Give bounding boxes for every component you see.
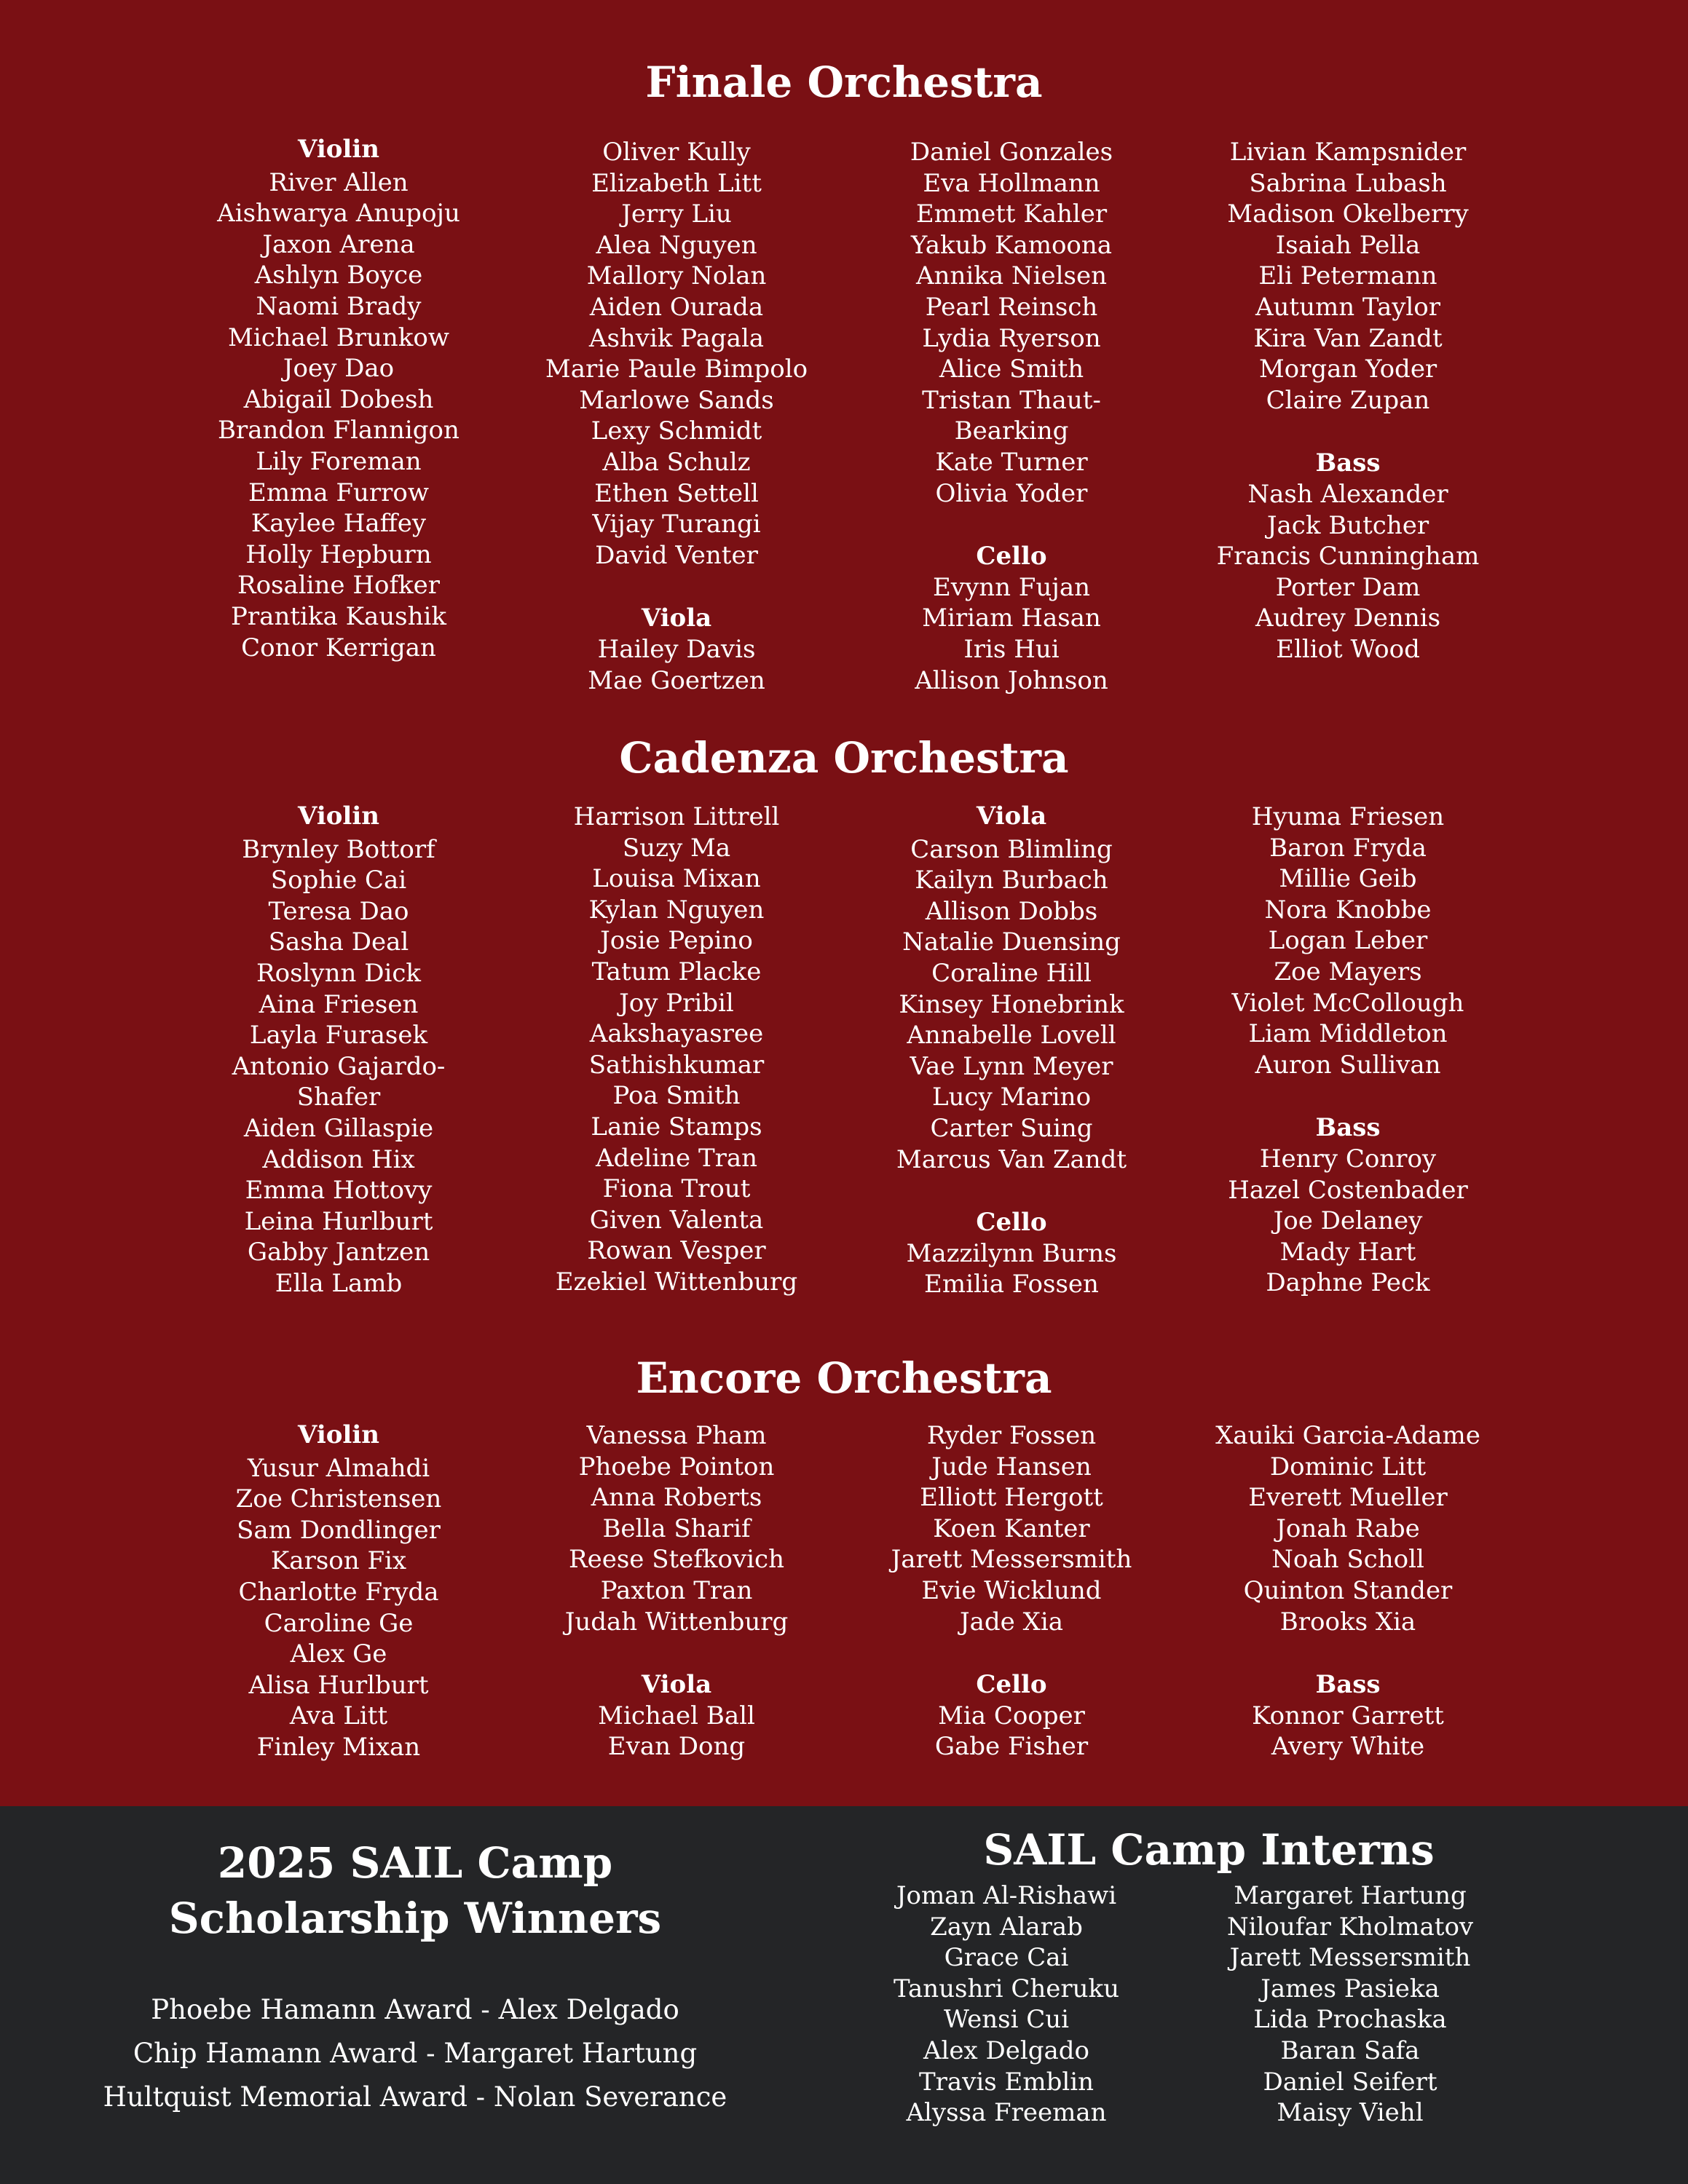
person-name: Zayn Alarab (930, 1912, 1083, 1942)
person-name: Zoe Mayers (1274, 957, 1422, 986)
person-name: Jaxon Arena (262, 229, 415, 259)
person-name: Marie Paule Bimpolo (545, 355, 808, 384)
person-name: Josie Pepino (600, 926, 753, 956)
person-name: Suzy Ma (622, 833, 731, 863)
person-name: Rowan Vesper (587, 1236, 766, 1266)
person-name: Lily Foreman (256, 446, 422, 476)
person-name: Rosaline Hofker (237, 571, 441, 601)
person-name: Marcus Van Zandt (896, 1144, 1127, 1174)
person-name: Hyuma Friesen (1251, 802, 1445, 831)
person-name: Konnor Garrett (1252, 1701, 1444, 1730)
section-heading: Cello (976, 1670, 1047, 1700)
person-name: Mae Goertzen (588, 665, 765, 695)
person-name: Joey Dao (283, 354, 395, 384)
person-name: Fiona Trout (602, 1174, 751, 1204)
encore-col-4 (1191, 1420, 1504, 1762)
person-name: Mady Hart (1279, 1237, 1416, 1267)
person-name: River Allen (269, 167, 409, 197)
finale-orchestra-title: Finale Orchestra (645, 58, 1043, 107)
person-name: Brandon Flannigon (218, 416, 460, 446)
person-name: Baron Fryda (1269, 833, 1427, 863)
person-name: Layla Furasek (249, 1021, 428, 1051)
encore-col-2 (520, 1420, 833, 1762)
finale-col-4 (1191, 137, 1504, 665)
person-name: Jude Hansen (931, 1452, 1092, 1481)
person-name: Daniel Gonzales (910, 138, 1113, 167)
person-name: Teresa Dao (268, 896, 409, 926)
person-name: Emma Hottovy (245, 1176, 433, 1206)
person-name: Aina Friesen (259, 989, 419, 1019)
person-name: Aiden Ourada (589, 292, 764, 322)
person-name: Vanessa Pham (586, 1421, 767, 1450)
section-heading: Cello (976, 1208, 1047, 1238)
person-name: Conor Kerrigan (241, 633, 436, 662)
person-name: Brynley Bottorf (242, 834, 435, 864)
person-name: Jarett Messersmith (891, 1545, 1132, 1575)
person-name: Violet McCollough (1231, 988, 1464, 1018)
encore-orchestra-title: Encore Orchestra (636, 1353, 1052, 1403)
person-name: Pearl Reinsch (925, 292, 1098, 322)
person-name: Michael Ball (598, 1701, 755, 1730)
person-name: Livian Kampsnider (1229, 138, 1467, 167)
person-name: Aiden Gillaspie (243, 1113, 434, 1143)
person-name: Yakub Kamoona (910, 230, 1113, 260)
person-name: James Pasieka (1261, 1974, 1440, 2003)
person-name: Sam Dondlinger (237, 1515, 441, 1545)
person-name: Niloufar Kholmatov (1226, 1912, 1474, 1942)
person-name: Lucy Marino (931, 1083, 1092, 1112)
person-name: Hazel Costenbader (1228, 1175, 1468, 1205)
person-name: Finley Mixan (256, 1732, 421, 1762)
person-name: Tatum Placke (591, 957, 762, 986)
person-name: Joman Al-Rishawi (896, 1881, 1117, 1910)
person-name: Miriam Hasan (922, 604, 1101, 633)
person-name: Wensi Cui (943, 2005, 1070, 2035)
section-heading: Violin (298, 1420, 379, 1449)
award-item: Chip Hamann Award - Margaret Hartung (133, 2038, 698, 2069)
person-name: Maisy Viehl (1277, 2098, 1424, 2128)
person-name: Alea Nguyen (596, 230, 757, 260)
person-name: Isaiah Pella (1275, 230, 1421, 260)
person-name: Madison Okelberry (1227, 199, 1469, 229)
award-item: Phoebe Hamann Award - Alex Delgado (151, 1994, 679, 2025)
person-name: Henry Conroy (1259, 1144, 1437, 1174)
person-name: Emmett Kahler (915, 199, 1108, 229)
person-name: Morgan Yoder (1258, 355, 1437, 384)
person-name: Hailey Davis (597, 634, 756, 664)
person-name: Lydia Ryerson (922, 323, 1101, 353)
person-name: Noah Scholl (1271, 1545, 1424, 1575)
person-name: Elliot Wood (1276, 634, 1420, 664)
person-name: Ashlyn Boyce (254, 261, 423, 290)
award-item: Hultquist Memorial Award - Nolan Severance (103, 2081, 727, 2113)
person-name: Addison Hix (262, 1144, 415, 1174)
cadenza-orchestra-title: Cadenza Orchestra (619, 733, 1069, 783)
person-name: Sabrina Lubash (1249, 168, 1447, 198)
person-name: Natalie Duensing (902, 927, 1121, 957)
person-name: Alex Delgado (923, 2035, 1090, 2065)
person-name: Audrey Dennis (1255, 604, 1441, 633)
encore-col-3 (855, 1420, 1168, 1762)
person-name: Jack Butcher (1266, 510, 1429, 540)
person-name: Vijay Turangi (592, 510, 761, 539)
person-name: Gabby Jantzen (247, 1238, 430, 1267)
person-name: Avery White (1271, 1732, 1425, 1762)
scholarship-award-list (29, 1988, 801, 2119)
person-name: Autumn Taylor (1255, 292, 1441, 322)
person-name: Eva Hollmann (923, 168, 1100, 198)
person-name: Koen Kanter (933, 1514, 1090, 1543)
person-name: Alyssa Freeman (906, 2098, 1107, 2128)
person-name: Elizabeth Litt (591, 168, 762, 198)
person-name: Tristan Thaut- (922, 385, 1101, 415)
person-name: Emilia Fossen (924, 1270, 1099, 1299)
person-name: Prantika Kaushik (231, 601, 446, 631)
person-name: Mazzilynn Burns (906, 1238, 1117, 1268)
person-name: Roslynn Dick (256, 958, 421, 988)
person-name: Elliott Hergott (920, 1483, 1103, 1513)
person-name: Kylan Nguyen (588, 895, 765, 925)
person-name: Sophie Cai (270, 866, 407, 895)
person-name: Shafer (296, 1083, 381, 1112)
person-name: Alisa Hurlburt (248, 1670, 429, 1700)
person-name: Allison Dobbs (925, 896, 1098, 926)
person-name: Mia Cooper (938, 1701, 1085, 1730)
person-name: Caroline Ge (264, 1608, 414, 1638)
person-name: Carter Suing (930, 1113, 1093, 1143)
person-name: Bella Sharif (602, 1514, 751, 1543)
person-name: Holly Hepburn (245, 539, 432, 569)
finale-col-3 (855, 137, 1168, 696)
person-name: Dominic Litt (1269, 1452, 1427, 1481)
person-name: Francis Cunningham (1216, 542, 1480, 571)
scholarship-title (29, 1835, 801, 1946)
person-name: Karson Fix (270, 1546, 407, 1576)
person-name: Oliver Kully (602, 138, 751, 167)
person-name: Antonio Gajardo- (232, 1051, 446, 1081)
person-name: Ethen Settell (594, 478, 759, 508)
person-name: Joy Pribil (619, 988, 734, 1018)
person-name: Nora Knobbe (1264, 895, 1432, 925)
person-name: Leina Hurlburt (244, 1206, 433, 1236)
person-name: Kira Van Zandt (1253, 323, 1443, 353)
person-name: Millie Geib (1279, 864, 1417, 894)
person-name: Aakshayasree (589, 1019, 764, 1049)
person-name: Eli Petermann (1258, 261, 1437, 291)
interns-col-1 (817, 1880, 1196, 2129)
person-name: Evynn Fujan (932, 572, 1091, 602)
section-heading: Violin (298, 135, 379, 164)
person-name: Kinsey Honebrink (899, 989, 1124, 1019)
person-name: Margaret Hartung (1234, 1881, 1467, 1910)
person-name: Kaylee Haffey (251, 509, 427, 539)
person-name: Joe Delaney (1273, 1206, 1423, 1236)
scholarship-title-line-2: Scholarship Winners (168, 1894, 662, 1943)
person-name: Annika Nielsen (916, 261, 1107, 291)
person-name: Adeline Tran (595, 1143, 758, 1173)
person-name: Sathishkumar (588, 1050, 765, 1080)
person-name: Travis Emblin (918, 2067, 1094, 2097)
section-heading: Violin (298, 802, 379, 831)
finale-col-2 (520, 137, 833, 696)
person-name: Evie Wicklund (921, 1575, 1102, 1605)
section-heading: Cello (976, 542, 1047, 571)
section-heading: Bass (1315, 1670, 1381, 1700)
person-name: Iris Hui (963, 634, 1060, 664)
person-name: Abigail Dobesh (243, 384, 434, 414)
person-name: Reese Stefkovich (569, 1545, 784, 1575)
person-name: Michael Brunkow (228, 323, 449, 352)
cadenza-col-1 (182, 801, 495, 1299)
person-name: Bearking (954, 416, 1069, 446)
person-name: Vae Lynn Meyer (910, 1051, 1113, 1081)
person-name: Tanushri Cheruku (893, 1974, 1120, 2003)
person-name: Aishwarya Anupoju (217, 199, 460, 229)
cadenza-col-2 (520, 802, 833, 1298)
person-name: Nash Alexander (1247, 479, 1448, 509)
person-name: Phoebe Pointon (578, 1452, 775, 1481)
interns-col-2 (1161, 1880, 1539, 2129)
person-name: Paxton Tran (600, 1575, 753, 1605)
person-name: Evan Dong (607, 1732, 746, 1762)
person-name: Logan Leber (1268, 926, 1428, 956)
section-heading: Viola (641, 604, 712, 633)
person-name: Daphne Peck (1266, 1268, 1430, 1298)
person-name: Lanie Stamps (591, 1112, 762, 1142)
person-name: Harrison Littrell (573, 802, 780, 831)
person-name: Baran Safa (1280, 2035, 1420, 2065)
person-name: Ezekiel Wittenburg (555, 1267, 798, 1297)
person-name: Lexy Schmidt (591, 416, 762, 446)
person-name: Alex Ge (290, 1639, 387, 1669)
person-name: Lida Prochaska (1253, 2005, 1447, 2035)
person-name: Louisa Mixan (592, 864, 761, 894)
person-name: Charlotte Fryda (238, 1577, 439, 1607)
finale-col-1 (182, 134, 495, 663)
person-name: Kate Turner (935, 447, 1088, 477)
person-name: Alba Schulz (602, 447, 751, 477)
person-name: Emma Furrow (248, 478, 429, 507)
person-name: Liam Middleton (1248, 1019, 1448, 1049)
person-name: Everett Mueller (1248, 1483, 1448, 1513)
person-name: Coraline Hill (931, 958, 1092, 988)
person-name: Yusur Almahdi (247, 1453, 430, 1483)
person-name: Claire Zupan (1266, 385, 1430, 415)
person-name: Daniel Seifert (1263, 2067, 1437, 2097)
person-name: Mallory Nolan (586, 261, 767, 291)
section-heading: Bass (1315, 448, 1381, 478)
section-heading: Viola (976, 802, 1047, 831)
cadenza-col-4 (1191, 802, 1504, 1299)
person-name: Jonah Rabe (1276, 1514, 1420, 1543)
person-name: Poa Smith (612, 1081, 741, 1111)
person-name: Quinton Stander (1243, 1575, 1453, 1605)
person-name: Auron Sullivan (1255, 1050, 1441, 1080)
person-name: Zoe Christensen (235, 1484, 442, 1514)
person-name: Marlowe Sands (579, 385, 774, 415)
person-name: Porter Dam (1275, 572, 1421, 602)
person-name: Given Valenta (589, 1205, 764, 1235)
scholarship-title-line-1: 2025 SAIL Camp (217, 1838, 613, 1888)
person-name: Naomi Brady (256, 291, 422, 321)
person-name: Carson Blimling (910, 834, 1113, 864)
person-name: Grace Cai (944, 1943, 1069, 1973)
person-name: Allison Johnson (915, 665, 1108, 695)
person-name: Jade Xia (960, 1607, 1063, 1637)
section-heading: Viola (641, 1670, 712, 1700)
person-name: Alice Smith (939, 355, 1084, 384)
person-name: Brooks Xia (1279, 1607, 1416, 1637)
person-name: Sasha Deal (268, 927, 409, 957)
person-name: Gabe Fisher (934, 1732, 1089, 1762)
person-name: Annabelle Lovell (907, 1021, 1116, 1051)
footer-panel (0, 1806, 1688, 2184)
interns-title: SAIL Camp Interns (983, 1825, 1435, 1875)
person-name: Xauiki Garcia-Adame (1215, 1421, 1480, 1450)
person-name: Judah Wittenburg (564, 1607, 789, 1637)
person-name: Ava Litt (289, 1701, 388, 1731)
person-name: Ella Lamb (275, 1268, 403, 1298)
person-name: Olivia Yoder (935, 478, 1088, 508)
person-name: Kailyn Burbach (915, 866, 1108, 895)
person-name: Ashvik Pagala (588, 323, 765, 353)
cadenza-col-3 (855, 801, 1168, 1300)
section-heading: Bass (1315, 1113, 1381, 1143)
person-name: David Venter (595, 540, 758, 570)
encore-col-1 (182, 1420, 495, 1763)
person-name: Anna Roberts (591, 1483, 762, 1513)
person-name: Jarett Messersmith (1229, 1943, 1471, 1973)
person-name: Jerry Liu (621, 199, 732, 229)
person-name: Ryder Fossen (926, 1421, 1097, 1450)
